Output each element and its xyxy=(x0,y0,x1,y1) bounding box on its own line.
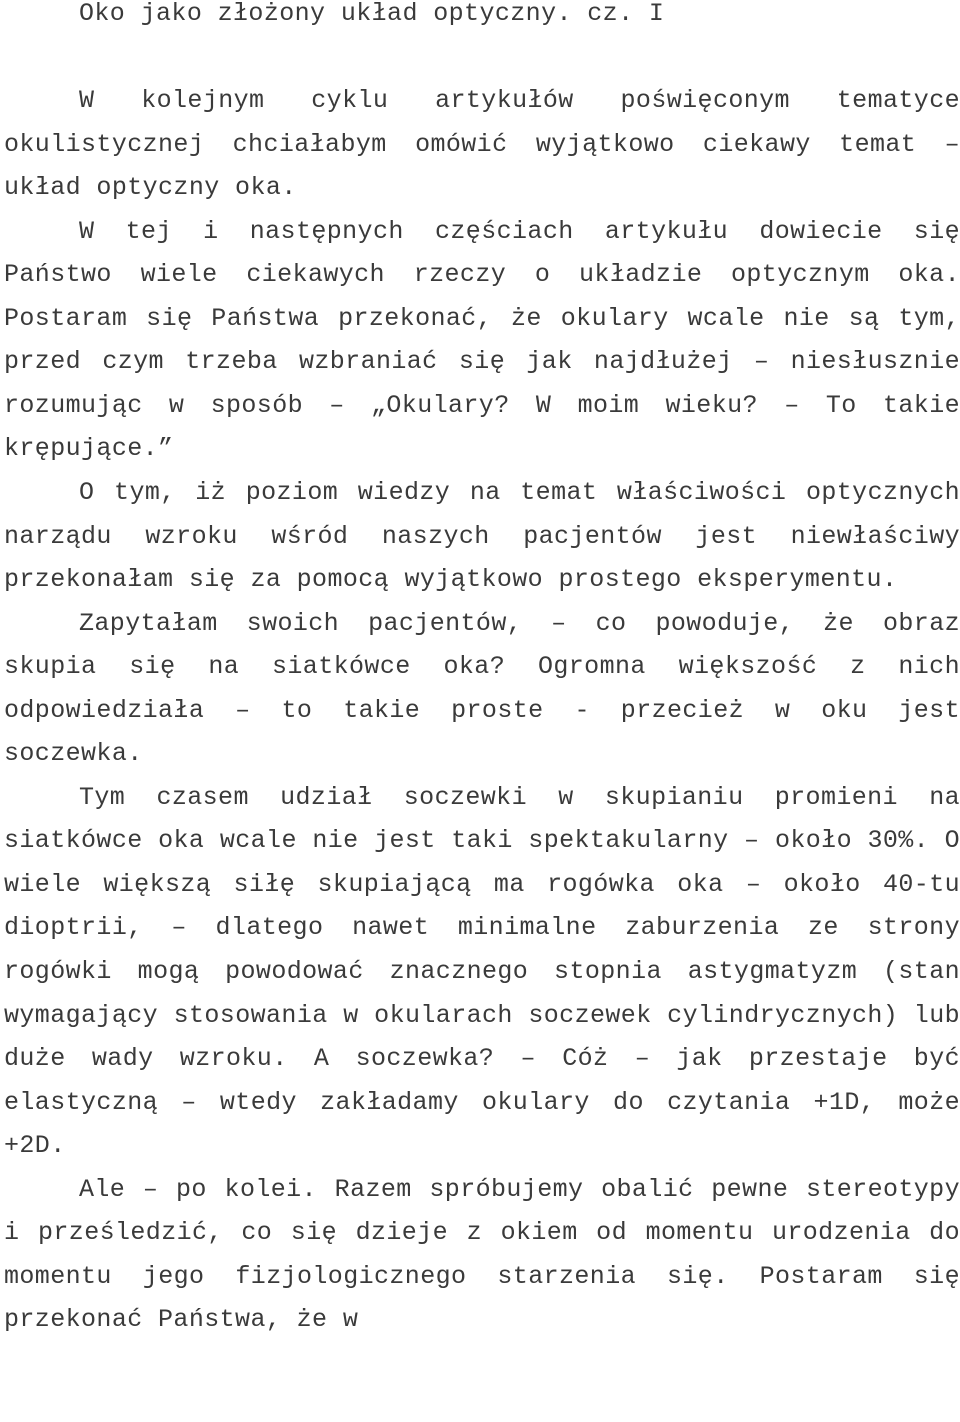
paragraph-cornea-lens: Tym czasem udział soczewki w skupianiu promieni na siatkówce oka wcale nie jest taki spektakularny – około 30%. O wiele większą siłę skupiającą ma rogówka oka – około 40-tu dioptrii, – dlatego nawet minimalne zaburzenia ze strony rogówki mogą powodować znacznego stopnia astygmatyzm (stan wymagający stosowania w okularach soczewek cylindrycznych) lub duże wady wzroku. A soczewka? – Cóż – jak przestaje być elastyczną – wtedy zakładamy okulary do czytania +1D, może +2D. xyxy=(4,782,960,1161)
spacer xyxy=(4,36,960,80)
paragraph-outline: Ale – po kolei. Razem spróbujemy obalić pewne stereotypy i prześledzić, co się dzieje z okiem od momentu urodzenia do momentu jego fizjologicznego starzenia się. Postaram się przekonać Państwa, że w xyxy=(4,1174,960,1335)
paragraph-question: Zapytałam swoich pacjentów, – co powoduje, że obraz skupia się na siatkówce oka? Ogromna większość z nich odpowiedziała – to takie proste - przecież w oku jest soczewka. xyxy=(4,608,960,769)
paragraph-intro: W kolejnym cyklu artykułów poświęconym tematyce okulistycznej chciałabym omówić wyjątkowo ciekawy temat – układ optyczny oka. xyxy=(4,86,960,203)
document-page xyxy=(4,0,960,1342)
paragraph-experiment: O tym, iż poziom wiedzy na temat właściwości optycznych narządu wzroku wśród naszych pacjentów jest niewłaściwy przekonałam się za pomocą wyjątkowo prostego eksperymentu. xyxy=(4,478,960,595)
paragraph-purpose: W tej i następnych częściach artykułu dowiecie się Państwo wiele ciekawych rzeczy o układzie optycznym oka. Postaram się Państwa przekonać, że okulary wcale nie są tym, przed czym trzeba wzbraniać się jak najdłużej – niesłusznie rozumując w sposób – „Okulary? W moim wieku? – To takie krępujące.” xyxy=(4,216,960,464)
document-title: Oko jako złożony układ optyczny. cz. I xyxy=(79,0,665,28)
